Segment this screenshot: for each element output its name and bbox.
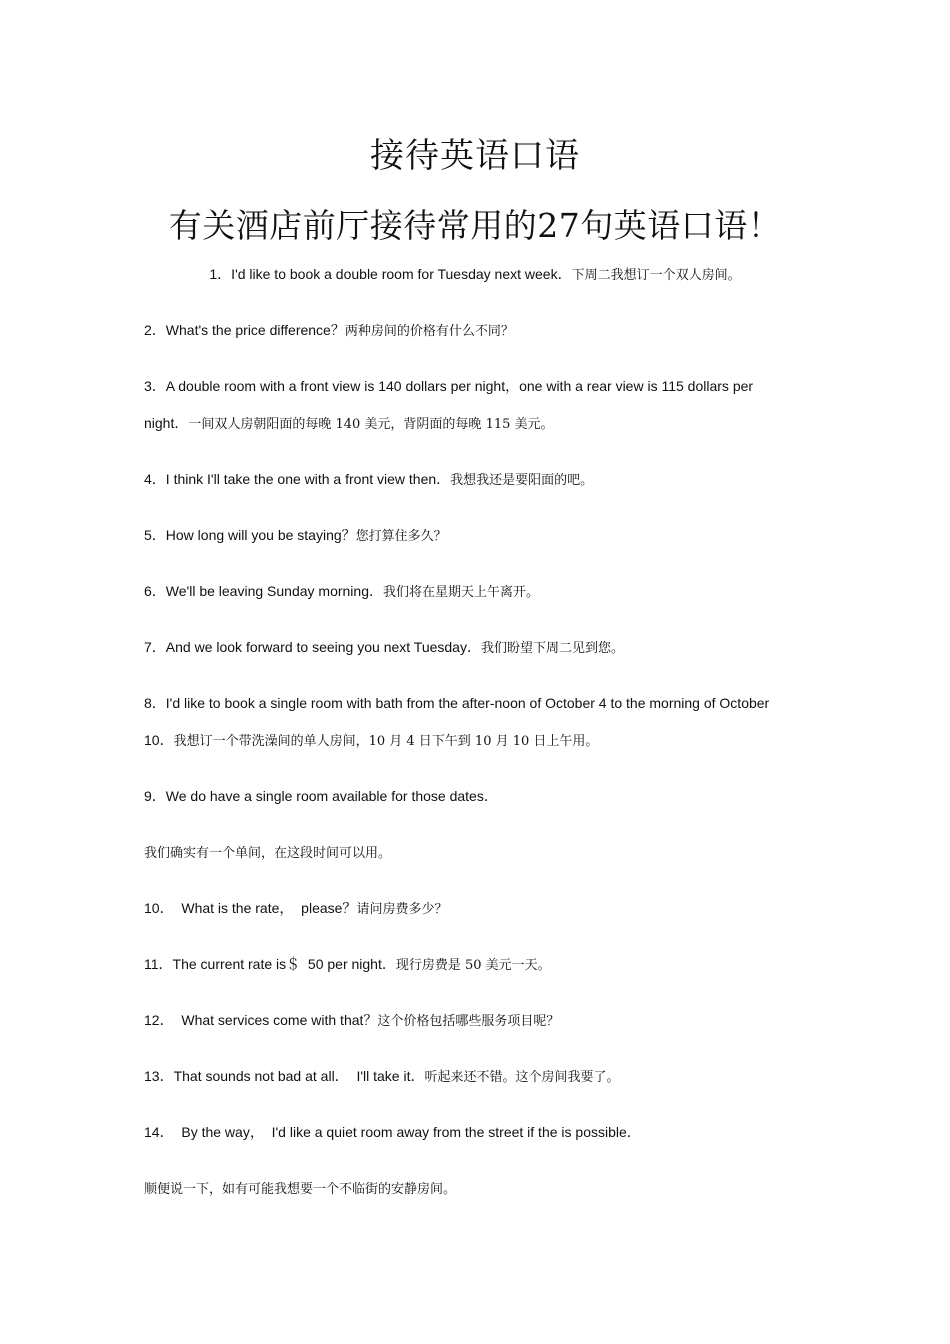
sentence-english: 13．That sounds not bad at all． I'll take it． [144, 1068, 425, 1084]
sentence-line-3a [144, 376, 804, 398]
sentence-chinese: 请问房费多少？ [356, 902, 448, 917]
sentence-chinese: 我想订一个带洗澡间的单人房间，10 月 4 日下午到 10 月 10 日上午用。 [173, 734, 599, 749]
sentence-english: 1．I'd like to book a double room for Tuesday next week． [209, 266, 572, 282]
sentence-line-12 [144, 1010, 804, 1032]
sentence-line-2 [144, 320, 804, 342]
sentence-english: 11．The current rate is＄ 50 per night． [144, 956, 396, 972]
sentence-chinese: 一间双人房朝阳面的每晚 140 美元，背阴面的每晚 115 美元。 [188, 417, 554, 432]
sentence-english: 3．A double room with a front view is 140 dollars per night，one with a rear view is 115 dollars per [144, 378, 754, 394]
sentence-line-8a [144, 693, 804, 715]
sentence-english: night． [144, 415, 189, 431]
sentence-chinese: 这个价格包括哪些服务项目呢？ [377, 1014, 560, 1029]
document-subtitle: 有关酒店前厅接待常用的27句英语口语！ [168, 206, 782, 245]
sentence-line-14a [144, 1122, 804, 1144]
sentence-english: 10． [144, 732, 174, 748]
sentence-english: 14． By the way， I'd like a quiet room away from the street if the is possible． [144, 1124, 641, 1140]
sentence-chinese: 我想我还是要阳面的吧。 [450, 473, 594, 488]
sentence-chinese: 现行房费是 50 美元一天。 [395, 958, 551, 973]
sentence-line-3b [144, 413, 804, 435]
sentence-line-11 [144, 954, 804, 976]
sentence-line-7 [144, 637, 804, 659]
sentence-chinese: 我们将在星期天上午离开。 [382, 585, 539, 600]
sentence-line-1 [0, 264, 950, 286]
sentence-line-5 [144, 525, 804, 547]
sentence-chinese: 您打算住多久？ [355, 529, 447, 544]
sentence-line-9b [144, 842, 804, 864]
sentence-line-13 [144, 1066, 804, 1088]
sentence-english: 9．We do have a single room available for those dates． [144, 788, 498, 804]
sentence-english: 4．I think I'll take the one with a front view then． [144, 471, 451, 487]
sentence-line-9a [144, 786, 804, 808]
sentence-english: 2．What's the price difference？ [144, 322, 345, 338]
sentence-english: 5．How long will you be staying？ [144, 527, 356, 543]
sentence-chinese: 听起来还不错。这个房间我要了。 [424, 1070, 620, 1085]
sentence-english: 8．I'd like to book a single room with bath from the after-noon of October 4 to the morning of October [144, 695, 770, 711]
sentence-english: 10． What is the rate， please？ [144, 900, 357, 916]
sentence-line-10 [144, 898, 804, 920]
sentence-line-8b [144, 730, 804, 752]
sentence-english: 7．And we look forward to seeing you next Tuesday． [144, 639, 481, 655]
sentence-english: 12． What services come with that？ [144, 1012, 378, 1028]
sentence-chinese: 顺便说一下，如有可能我想要一个不临街的安静房间。 [144, 1182, 457, 1197]
sentence-line-14b [144, 1178, 804, 1200]
sentence-chinese: 我们盼望下周二见到您。 [480, 641, 624, 656]
sentence-line-6 [144, 581, 804, 603]
sentence-english: 6．We'll be leaving Sunday morning． [144, 583, 383, 599]
document-title: 接待英语口语 [370, 136, 580, 176]
sentence-chinese: 两种房间的价格有什么不同？ [344, 324, 514, 339]
sentence-chinese: 我们确实有一个单间，在这段时间可以用。 [144, 846, 392, 861]
sentence-chinese: 下周二我想订一个双人房间。 [571, 268, 741, 283]
sentence-line-4 [144, 469, 804, 491]
